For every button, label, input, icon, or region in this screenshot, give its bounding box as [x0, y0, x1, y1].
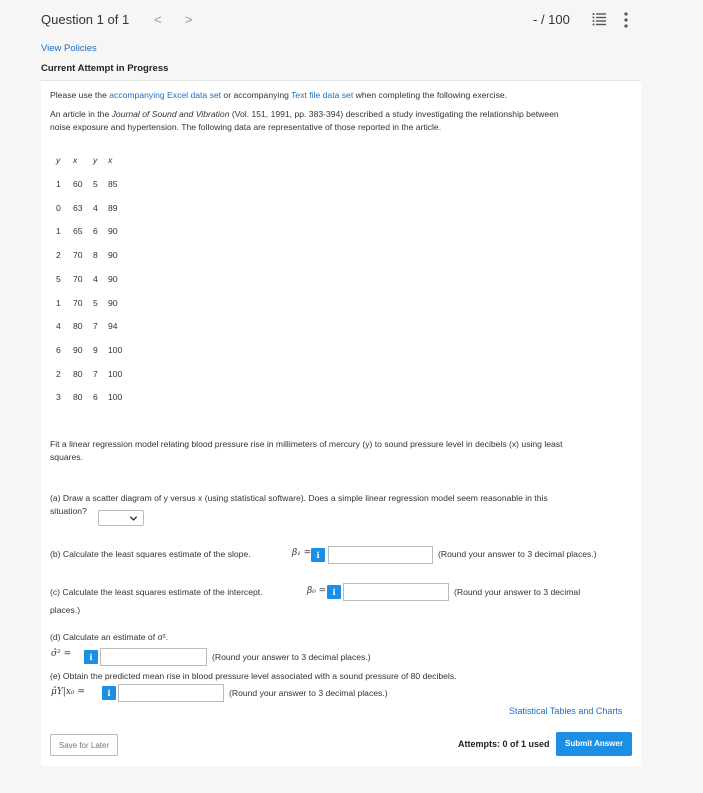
table-cell: 65 [73, 226, 83, 237]
part-c-rounding-note-2: places.) [50, 605, 81, 615]
text-file-data-set-link[interactable]: Text file data set [291, 90, 354, 100]
table-cell: 2 [56, 368, 61, 379]
part-e-info-icon[interactable]: i [102, 686, 116, 700]
table-cell: 100 [108, 392, 123, 403]
table-header-x1: x [73, 155, 78, 165]
variance-input[interactable] [100, 648, 207, 666]
view-policies-link[interactable]: View Policies [41, 43, 97, 54]
table-cell: 94 [108, 321, 118, 332]
table-cell: 6 [93, 226, 98, 237]
question-panel [41, 80, 641, 766]
intro-text-post: when completing the following exercise. [353, 90, 508, 100]
table-cell: 70 [73, 297, 83, 308]
task-line-2: squares. [50, 451, 83, 462]
part-b-info-icon[interactable]: i [311, 548, 325, 562]
table-header-x2: x [108, 155, 113, 165]
table-cell: 2 [56, 250, 61, 261]
table-cell: 7 [93, 368, 98, 379]
intercept-symbol: β₀ = [307, 586, 327, 596]
table-cell: 4 [56, 321, 61, 332]
article-description [50, 108, 640, 133]
table-cell: 9 [93, 344, 98, 355]
table-cell: 60 [73, 179, 83, 189]
attempt-status: Current Attempt in Progress [41, 63, 169, 74]
table-cell: 1 [56, 297, 61, 308]
part-b-question: (b) Calculate the least squares estimate of the slope. [50, 549, 251, 559]
table-cell: 89 [108, 202, 118, 213]
part-b-rounding-note: (Round your answer to 3 decimal places.) [438, 549, 597, 559]
table-cell: 0 [56, 202, 61, 213]
next-question-button[interactable]: > [185, 12, 193, 27]
table-cell: 6 [93, 392, 98, 403]
slope-input[interactable] [328, 546, 433, 564]
save-for-later-button[interactable]: Save for Later [50, 734, 118, 756]
table-cell: 5 [93, 297, 98, 308]
table-cell: 85 [108, 179, 118, 189]
table-cell: 4 [93, 273, 98, 284]
attempts-counter: Attempts: 0 of 1 used [458, 739, 550, 749]
more-options-icon[interactable] [624, 12, 628, 28]
part-d-rounding-note: (Round your answer to 3 decimal places.) [212, 652, 371, 662]
chevron-down-icon [129, 514, 138, 523]
table-cell: 70 [73, 273, 83, 284]
data-set-instructions [50, 89, 507, 102]
intercept-input[interactable] [343, 583, 449, 601]
table-cell: 4 [93, 202, 98, 213]
table-cell: 100 [108, 368, 123, 379]
table-cell: 80 [73, 368, 83, 379]
part-c-rounding-note: (Round your answer to 3 decimal [454, 587, 581, 597]
question-list-icon[interactable] [592, 12, 606, 26]
intro-text-or: or accompanying [221, 90, 292, 100]
table-cell: 80 [73, 321, 83, 332]
table-cell: 90 [108, 297, 118, 308]
score-display: - / 100 [533, 12, 570, 27]
part-d-question: (d) Calculate an estimate of σ². [50, 632, 169, 642]
part-a-select[interactable] [98, 510, 144, 526]
table-cell: 80 [73, 392, 83, 403]
table-cell: 6 [56, 344, 61, 355]
article-post: (Vol. 151, 1991, pp. 383-394) described a study investigating the relationship between [229, 109, 559, 119]
table-cell: 63 [73, 202, 83, 213]
part-e-rounding-note: (Round your answer to 3 decimal places.) [229, 688, 388, 698]
table-cell: 1 [56, 226, 61, 237]
previous-question-button[interactable]: < [154, 12, 162, 27]
table-cell: 90 [108, 250, 118, 261]
part-a-line-1: (a) Draw a scatter diagram of y versus x (using statistical software). Does a simple linear regression model seem reasonable in this [50, 493, 548, 503]
part-a-line-2: situation? [50, 505, 87, 516]
table-header-y1: y [56, 155, 61, 165]
table-cell: 90 [73, 344, 83, 355]
top-bar [0, 0, 703, 40]
statistical-tables-link[interactable]: Statistical Tables and Charts [509, 706, 623, 716]
table-cell: 100 [108, 344, 123, 355]
article-line-2: noise exposure and hypertension. The following data are representative of those reported in the article. [50, 121, 442, 132]
submit-answer-button[interactable]: Submit Answer [556, 732, 632, 756]
predicted-mean-input[interactable] [118, 684, 224, 702]
part-e-question: (e) Obtain the predicted mean rise in blood pressure level associated with a sound pressure of 80 decibels. [50, 671, 457, 681]
slope-symbol: β₁ = [292, 548, 312, 558]
task-description [50, 438, 563, 463]
table-cell: 90 [108, 273, 118, 284]
table-header-y2: y [93, 155, 98, 165]
table-cell: 3 [56, 392, 61, 403]
table-cell: 70 [73, 250, 83, 261]
article-pre: An article in the [50, 109, 112, 119]
journal-name: Journal of Sound and Vibration [111, 109, 230, 119]
excel-data-set-link[interactable]: accompanying Excel data set [109, 90, 222, 100]
table-cell: 1 [56, 179, 61, 189]
table-cell: 8 [93, 250, 98, 261]
task-line-1: Fit a linear regression model relating blood pressure rise in millimeters of mercury (y) to sound pressure level in decibels (x) using least [50, 439, 563, 449]
table-cell: 5 [93, 179, 98, 189]
part-c-info-icon[interactable]: i [327, 585, 341, 599]
part-d-info-icon[interactable]: i [84, 650, 98, 664]
table-cell: 7 [93, 321, 98, 332]
table-cell: 5 [56, 273, 61, 284]
part-c-question: (c) Calculate the least squares estimate of the intercept. [50, 587, 263, 597]
intro-text: Please use the [50, 90, 110, 100]
variance-symbol: σ̂² = [51, 649, 72, 659]
predicted-mean-symbol: μ̂Y|x₀ = [51, 687, 85, 697]
table-cell: 90 [108, 226, 118, 237]
question-counter: Question 1 of 1 [41, 12, 130, 27]
